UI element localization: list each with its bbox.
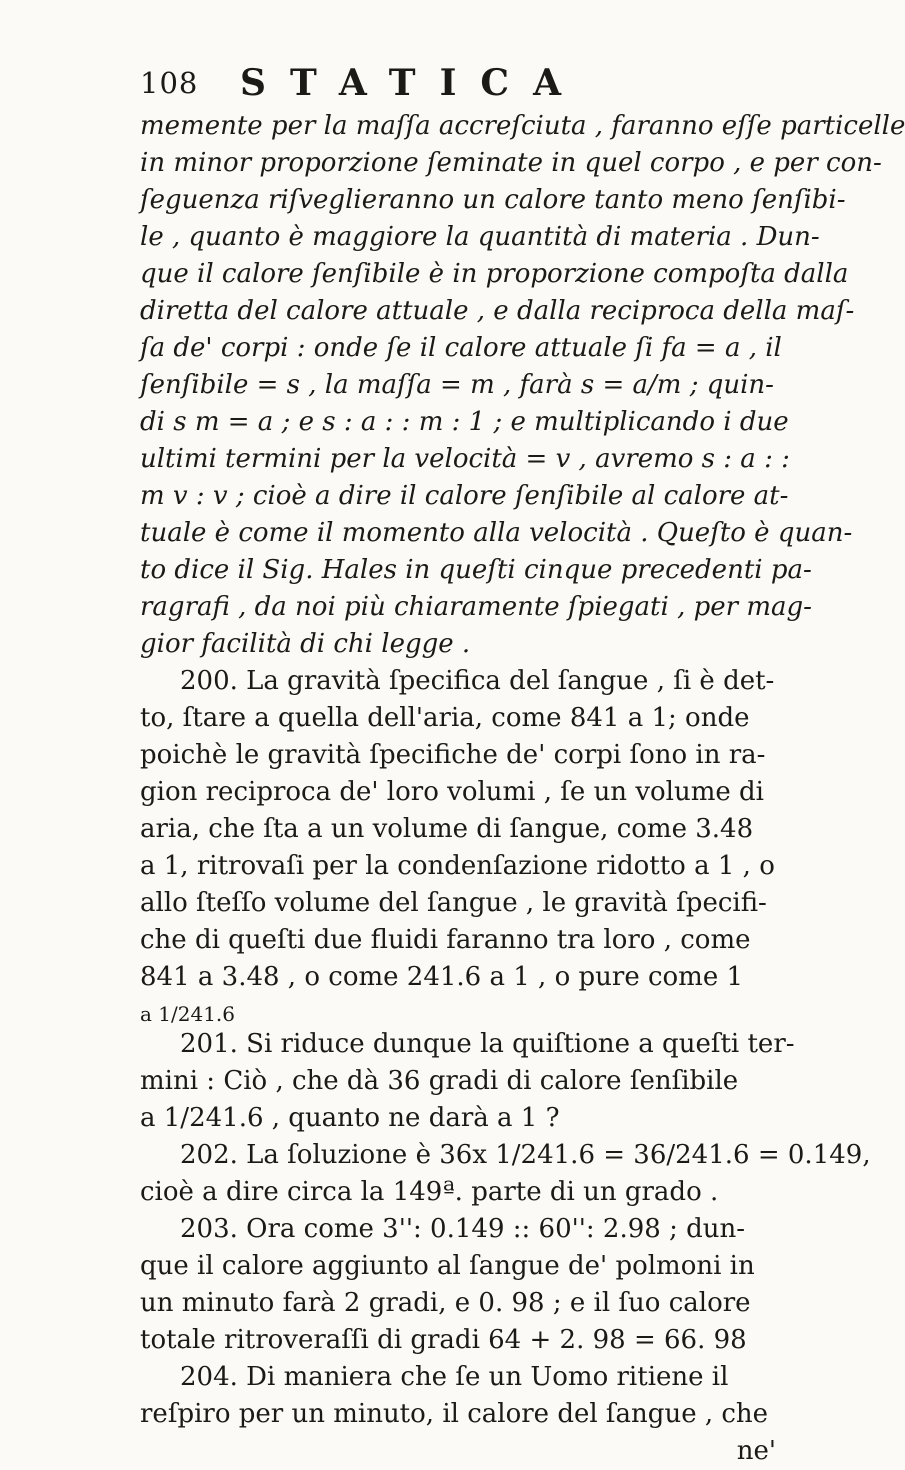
text-line: le , quanto è maggiore la quantità di materia . Dun-	[140, 222, 820, 252]
text-line: ſa de' corpi : onde ſe il calore attuale ſi fa = a , il	[140, 333, 782, 363]
text-line: que il calore ſenſibile è in proporzione compoſta dalla	[140, 259, 849, 289]
page-header	[140, 62, 780, 110]
text-line: 203. Ora come 3'': 0.149 :: 60'': 2.98 ; dun-	[180, 1214, 746, 1244]
running-title: STATICA	[240, 62, 585, 104]
text-line: ragrafi , da noi più chiaramente ſpiegati , per mag-	[140, 592, 812, 622]
text-line: que il calore aggiunto al ſangue de' polmoni in	[140, 1251, 755, 1281]
text-line: 201. Si riduce dunque la quiſtione a queſti ter-	[180, 1029, 795, 1059]
text-line: un minuto farà 2 gradi, e 0. 98 ; e il ſuo calore	[140, 1288, 751, 1318]
text-line: 200. La gravità ſpecifica del ſangue , ſi è det-	[180, 666, 775, 696]
text-line: totale ritroveraſſi di gradi 64 + 2. 98 = 66. 98	[140, 1325, 747, 1355]
text-line: 202. La ſoluzione è 36x 1/241.6 = 36/241.6 = 0.149,	[180, 1140, 871, 1170]
text-line: to, ſtare a quella dell'aria, come 841 a 1; onde	[140, 703, 750, 733]
text-line: mini : Ciò , che dà 36 gradi di calore ſenſibile	[140, 1066, 739, 1096]
text-line: memente per la maſſa accreſciuta , faranno eſſe particelle	[140, 111, 905, 141]
text-line: to dice il Sig. Hales in queſti cinque precedenti pa-	[140, 555, 812, 585]
text-line: a 1, ritrovaſi per la condenſazione ridotto a 1 , o	[140, 851, 775, 881]
text-line: gion reciproca de' loro volumi , ſe un volume di	[140, 777, 764, 807]
text-line: ſeguenza riſveglieranno un calore tanto meno ſenſibi-	[140, 185, 846, 215]
catchword: ne'	[736, 1436, 776, 1466]
page-number: 108	[140, 66, 199, 100]
text-line: in minor proporzione ſeminate in quel corpo , e per con-	[140, 148, 882, 178]
text-line: m v : v ; cioè a dire il calore ſenſibile al calore at-	[140, 481, 789, 511]
text-line: ſenſibile = s , la maſſa = m , farà s = a/m ; quin-	[140, 370, 774, 400]
text-line: 841 a 3.48 , o come 241.6 a 1 , o pure come 1	[140, 962, 744, 992]
text-line: reſpiro per un minuto, il calore del ſangue , che	[140, 1399, 769, 1429]
text-line: aria, che ſta a un volume di ſangue, come 3.48	[140, 814, 754, 844]
text-line: 204. Di maniera che ſe un Uomo ritiene il	[180, 1362, 729, 1392]
text-line: tuale è come il momento alla velocità . Queſto è quan-	[140, 518, 853, 548]
text-line: di s m = a ; e s : a : : m : 1 ; e multiplicando i due	[140, 407, 789, 437]
text-line: a 1/241.6 , quanto ne darà a 1 ?	[140, 1103, 560, 1133]
text-line: che di queſti due fluidi faranno tra loro , come	[140, 925, 751, 955]
text-line: ultimi termini per la velocità = v , avremo s : a : :	[140, 444, 790, 474]
text-line: poichè le gravità ſpecifiche de' corpi ſono in ra-	[140, 740, 766, 770]
text-line: allo ſteſſo volume del ſangue , le gravità ſpecifi-	[140, 888, 767, 918]
text-line: gior facilità di chi legge .	[140, 629, 471, 659]
text-body	[140, 108, 905, 1470]
text-line: a 1/241.6	[140, 1002, 235, 1026]
text-line: diretta del calore attuale , e dalla reciproca della maſ-	[140, 296, 855, 326]
text-line: cioè a dire circa la 149ª. parte di un grado .	[140, 1177, 719, 1207]
